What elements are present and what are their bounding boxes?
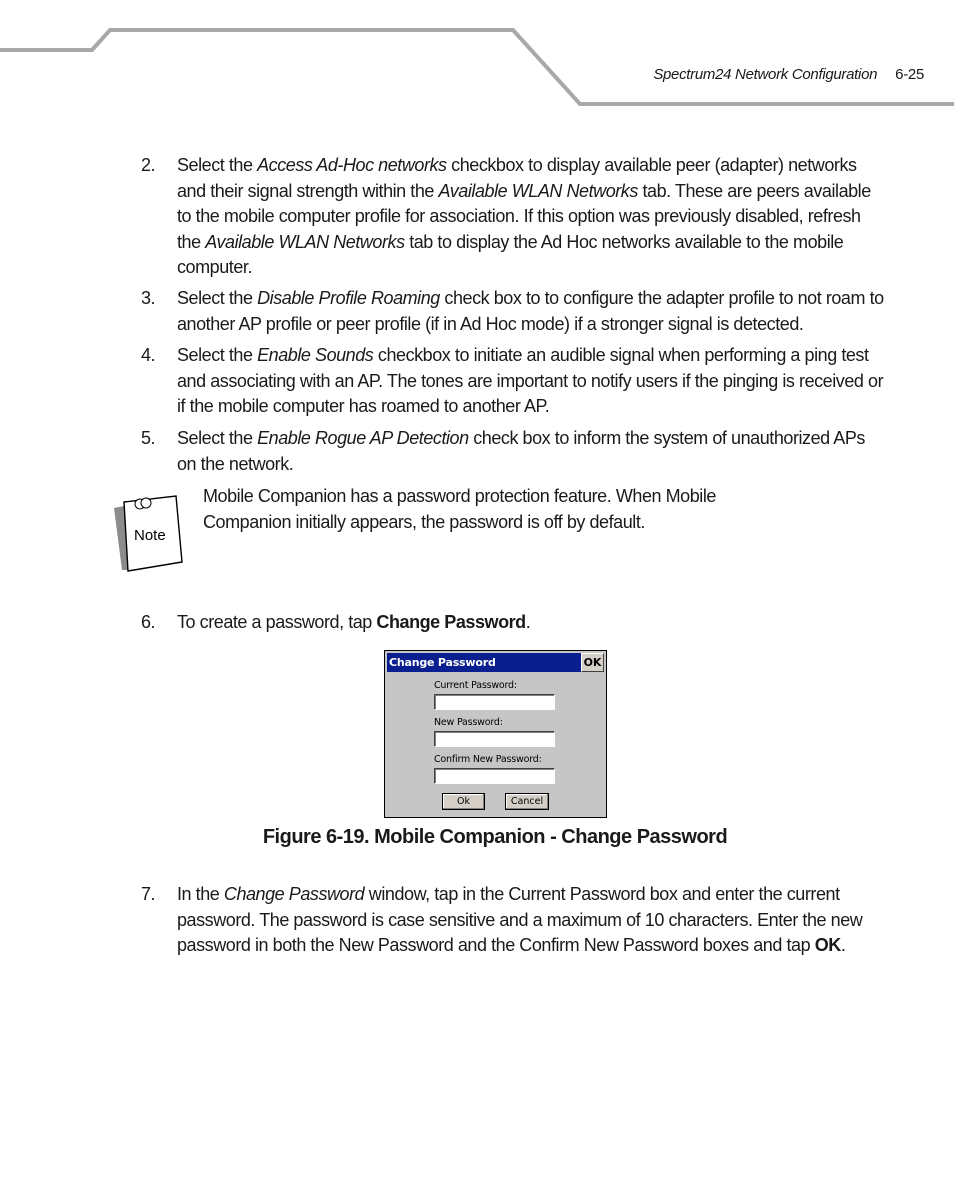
step-text: Select the Enable Sounds checkbox to initiate an audible signal when performing a ping test and associating with an AP. The tones are important to notify users if the pinging is received or if the mobile computer has roamed to another AP. bbox=[177, 345, 884, 416]
header-rule bbox=[0, 0, 954, 110]
step-7 bbox=[141, 882, 886, 959]
step-3 bbox=[141, 286, 886, 337]
new-password-label: New Password: bbox=[434, 717, 503, 728]
ok-button[interactable]: Ok bbox=[442, 793, 485, 810]
dialog-title: Change Password bbox=[389, 656, 496, 669]
note-text: Mobile Companion has a password protection feature. When Mobile Companion initially appears, the password is off by default. bbox=[203, 486, 716, 532]
step-number: 2. bbox=[141, 155, 156, 175]
confirm-password-input[interactable] bbox=[434, 768, 555, 784]
step-text: In the Change Password window, tap in the Current Password box and enter the current password. The password is case sensitive and a maximum of 10 characters. Enter the new password in both the New Password and the Confirm New Password boxes and tap OK. bbox=[177, 884, 863, 955]
running-head bbox=[653, 66, 924, 83]
step-2 bbox=[141, 153, 886, 281]
page-number: 6-25 bbox=[895, 66, 924, 83]
note-icon-label: Note bbox=[134, 527, 166, 544]
step-number: 6. bbox=[141, 612, 156, 632]
figure-caption: Figure 6-19. Mobile Companion - Change Password bbox=[262, 826, 728, 848]
step-4 bbox=[141, 343, 886, 420]
step-number: 3. bbox=[141, 288, 156, 308]
step-number: 5. bbox=[141, 428, 156, 448]
dialog-title-bar bbox=[387, 653, 604, 672]
step-number: 7. bbox=[141, 884, 156, 904]
step-number: 4. bbox=[141, 345, 156, 365]
confirm-password-label: Confirm New Password: bbox=[434, 754, 542, 765]
new-password-input[interactable] bbox=[434, 731, 555, 747]
step-text: Select the Enable Rogue AP Detection check box to inform the system of unauthorized APs on the network. bbox=[177, 428, 865, 474]
step-text: To create a password, tap Change Password. bbox=[177, 612, 531, 632]
section-title: Spectrum24 Network Configuration bbox=[653, 66, 878, 83]
change-password-dialog bbox=[384, 650, 607, 818]
current-password-label: Current Password: bbox=[434, 680, 517, 691]
step-6 bbox=[141, 610, 886, 636]
step-text: Select the Disable Profile Roaming check box to to configure the adapter profile to not roam to another AP profile or peer profile (if in Ad Hoc mode) if a stronger signal is detected. bbox=[177, 288, 884, 334]
cancel-button[interactable]: Cancel bbox=[505, 793, 549, 810]
title-ok-button[interactable]: OK bbox=[581, 653, 604, 672]
step-5 bbox=[141, 426, 886, 477]
note-icon bbox=[110, 494, 188, 576]
step-text: Select the Access Ad-Hoc networks checkbox to display available peer (adapter) networks and their signal strength within the Available WLAN Networks tab. These are peers available to the mobile computer profile for association. If this option was previously disabled, refresh the Available WLAN Networks tab to display the Ad Hoc networks available to the mobile computer. bbox=[177, 155, 871, 277]
current-password-input[interactable] bbox=[434, 694, 555, 710]
